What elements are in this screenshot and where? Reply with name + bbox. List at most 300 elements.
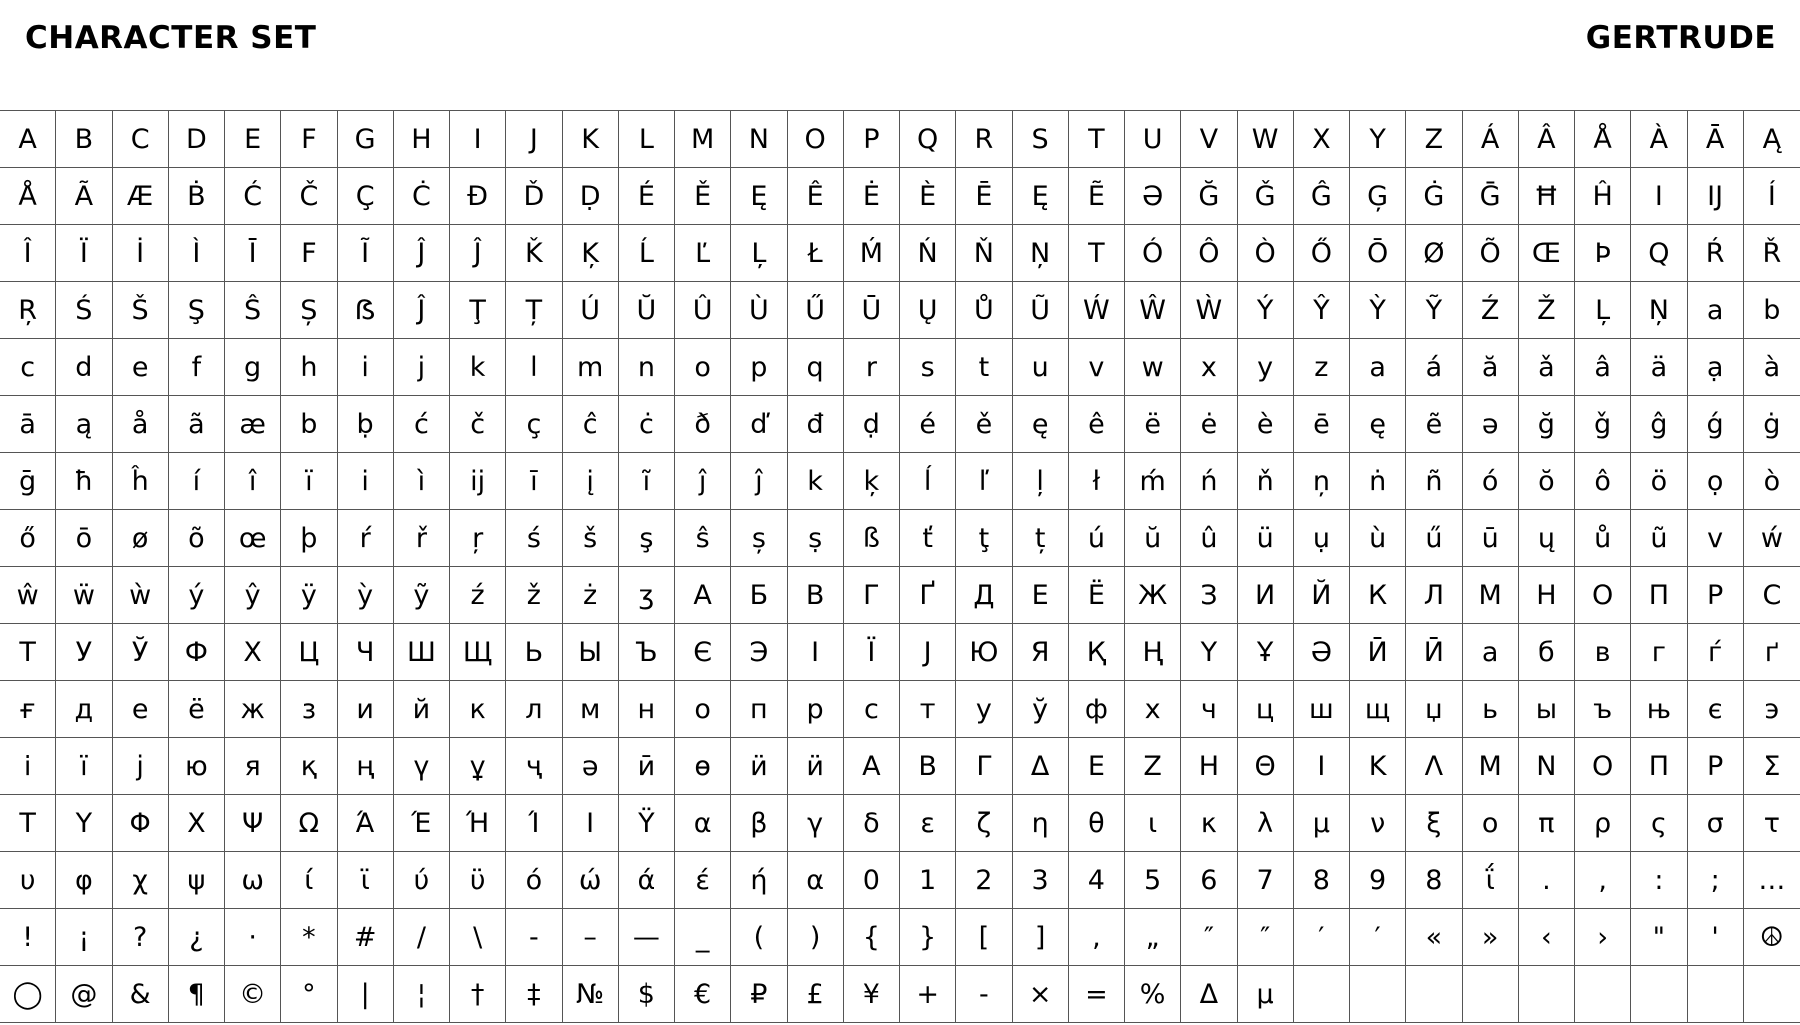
glyph-cell: × <box>1013 966 1069 1023</box>
glyph-cell: T <box>1069 225 1125 282</box>
glyph-cell: ң <box>338 738 394 795</box>
glyph-cell: ° <box>281 966 337 1023</box>
glyph-cell: ű <box>1406 510 1462 567</box>
glyph-cell: р <box>788 681 844 738</box>
glyph-cell: … <box>1744 852 1800 909</box>
glyph-cell: а <box>1463 624 1519 681</box>
glyph-cell: φ <box>56 852 112 909</box>
glyph-cell: F <box>281 225 337 282</box>
glyph-cell <box>1463 966 1519 1023</box>
glyph-cell: s <box>900 339 956 396</box>
glyph-cell: ц <box>1238 681 1294 738</box>
glyph-cell: c <box>0 339 56 396</box>
glyph-cell: I <box>1631 168 1687 225</box>
glyph-cell: ẃ <box>1744 510 1800 567</box>
glyph-cell: R <box>956 111 1012 168</box>
glyph-cell: Т <box>0 624 56 681</box>
glyph-cell: K <box>563 111 619 168</box>
glyph-cell <box>1294 966 1350 1023</box>
glyph-cell: ĝ <box>1631 396 1687 453</box>
glyph-cell: ỹ <box>394 567 450 624</box>
glyph-cell: ĉ <box>563 396 619 453</box>
glyph-cell: ć <box>394 396 450 453</box>
glyph-cell: r <box>844 339 900 396</box>
glyph-cell: μ <box>1294 795 1350 852</box>
glyph-cell: 1 <box>900 852 956 909</box>
glyph-cell: „ <box>1125 909 1181 966</box>
glyph-cell: Ί <box>506 795 562 852</box>
glyph-cell: . <box>1519 852 1575 909</box>
glyph-cell: I <box>450 111 506 168</box>
glyph-cell: Å <box>1575 111 1631 168</box>
glyph-cell: : <box>1631 852 1687 909</box>
glyph-cell: ъ <box>1575 681 1631 738</box>
glyph-cell: ę <box>1350 396 1406 453</box>
glyph-cell: Ķ <box>563 225 619 282</box>
glyph-cell: ẞ <box>338 282 394 339</box>
glyph-cell: ŕ <box>338 510 394 567</box>
glyph-cell: ų <box>1519 510 1575 567</box>
glyph-cell: ō <box>56 510 112 567</box>
glyph-cell: – <box>563 909 619 966</box>
glyph-cell: S <box>1013 111 1069 168</box>
glyph-cell: Ӣ <box>1350 624 1406 681</box>
glyph-cell: Á <box>1463 111 1519 168</box>
glyph-cell: γ <box>788 795 844 852</box>
glyph-cell: ж <box>225 681 281 738</box>
glyph-cell: í <box>169 453 225 510</box>
glyph-cell: ø <box>113 510 169 567</box>
glyph-cell: ν <box>1350 795 1406 852</box>
glyph-cell: Г <box>844 567 900 624</box>
glyph-cell: Φ <box>113 795 169 852</box>
glyph-cell: 3 <box>1013 852 1069 909</box>
glyph-cell: Q <box>1631 225 1687 282</box>
glyph-cell: Ẃ <box>1069 282 1125 339</box>
glyph-cell: Ź <box>1463 282 1519 339</box>
glyph-cell: І <box>788 624 844 681</box>
glyph-cell: δ <box>844 795 900 852</box>
glyph-cell: ť <box>900 510 956 567</box>
glyph-cell: É <box>619 168 675 225</box>
glyph-cell: ұ <box>450 738 506 795</box>
glyph-grid <box>0 110 1800 1025</box>
glyph-cell: ¶ <box>169 966 225 1023</box>
glyph-cell: X <box>1294 111 1350 168</box>
glyph-cell: P <box>844 111 900 168</box>
glyph-cell: Œ <box>1519 225 1575 282</box>
glyph-cell: ə <box>1463 396 1519 453</box>
glyph-cell: Ĵ <box>394 225 450 282</box>
glyph-cell: Ǩ <box>506 225 562 282</box>
glyph-cell: ŷ <box>225 567 281 624</box>
glyph-cell: _ <box>675 909 731 966</box>
glyph-cell: · <box>225 909 281 966</box>
glyph-cell: ů <box>1575 510 1631 567</box>
glyph-cell: f <box>169 339 225 396</box>
glyph-cell: τ <box>1744 795 1800 852</box>
glyph-cell: ħ <box>56 453 112 510</box>
glyph-cell: ă <box>1463 339 1519 396</box>
glyph-cell: Ņ <box>1013 225 1069 282</box>
glyph-cell: Ḿ <box>844 225 900 282</box>
glyph-cell: Я <box>1013 624 1069 681</box>
glyph-cell: ) <box>788 909 844 966</box>
glyph-cell: Ỹ <box>1406 282 1462 339</box>
glyph-cell: х <box>1125 681 1181 738</box>
glyph-cell: $ <box>619 966 675 1023</box>
glyph-cell: Ş <box>169 282 225 339</box>
glyph-cell: Ĩ <box>338 225 394 282</box>
glyph-cell: ọ <box>1688 453 1744 510</box>
glyph-cell: ą <box>56 396 112 453</box>
glyph-cell: L <box>619 111 675 168</box>
glyph-cell: b <box>1744 282 1800 339</box>
glyph-cell: Σ <box>1744 738 1800 795</box>
glyph-cell: č <box>450 396 506 453</box>
glyph-cell: ạ <box>1688 339 1744 396</box>
glyph-cell: к <box>450 681 506 738</box>
glyph-cell: д <box>56 681 112 738</box>
glyph-cell: ė <box>1181 396 1237 453</box>
glyph-cell: ĩ <box>619 453 675 510</box>
glyph-cell: Ș <box>281 282 337 339</box>
glyph-cell: ij <box>450 453 506 510</box>
glyph-cell: ; <box>1688 852 1744 909</box>
glyph-cell: Z <box>1406 111 1462 168</box>
glyph-cell: ţ <box>956 510 1012 567</box>
glyph-cell: Ŵ <box>1125 282 1181 339</box>
glyph-cell: ґ <box>1744 624 1800 681</box>
glyph-cell: Ã <box>56 168 112 225</box>
glyph-cell: š <box>563 510 619 567</box>
glyph-cell: ψ <box>169 852 225 909</box>
glyph-cell: ! <box>0 909 56 966</box>
glyph-cell: Е <box>1013 567 1069 624</box>
glyph-cell: [ <box>956 909 1012 966</box>
glyph-cell: l <box>506 339 562 396</box>
glyph-cell: ḿ <box>1125 453 1181 510</box>
glyph-cell: H <box>394 111 450 168</box>
glyph-cell: , <box>1575 852 1631 909</box>
glyph-cell: 2 <box>956 852 1012 909</box>
glyph-cell: ш <box>1294 681 1350 738</box>
glyph-cell: k <box>788 453 844 510</box>
glyph-cell: , <box>1069 909 1125 966</box>
glyph-cell: њ <box>1631 681 1687 738</box>
glyph-cell: ā <box>0 396 56 453</box>
glyph-cell: Æ <box>113 168 169 225</box>
glyph-cell: Ǧ <box>1238 168 1294 225</box>
glyph-cell: ṣ <box>788 510 844 567</box>
glyph-cell: t <box>956 339 1012 396</box>
glyph-cell: Н <box>1519 567 1575 624</box>
glyph-cell: Ϋ <box>619 795 675 852</box>
glyph-cell: Ŷ <box>1294 282 1350 339</box>
glyph-cell: ǵ <box>1688 396 1744 453</box>
glyph-cell: ǧ <box>1575 396 1631 453</box>
glyph-cell: Ė <box>844 168 900 225</box>
glyph-cell: # <box>338 909 394 966</box>
glyph-cell: þ <box>281 510 337 567</box>
glyph-cell: ô <box>1575 453 1631 510</box>
glyph-cell: ț <box>1013 510 1069 567</box>
glyph-cell: є <box>1688 681 1744 738</box>
glyph-cell: { <box>844 909 900 966</box>
glyph-cell: л <box>506 681 562 738</box>
glyph-cell: ς <box>1631 795 1687 852</box>
glyph-cell: ? <box>113 909 169 966</box>
glyph-cell: æ <box>225 396 281 453</box>
glyph-cell: ξ <box>1406 795 1462 852</box>
glyph-cell: Ι <box>563 795 619 852</box>
glyph-cell: ë <box>1125 396 1181 453</box>
glyph-cell: W <box>1238 111 1294 168</box>
glyph-cell: Б <box>731 567 787 624</box>
glyph-cell: й <box>394 681 450 738</box>
glyph-cell: ľ <box>956 453 1012 510</box>
glyph-cell: Έ <box>394 795 450 852</box>
glyph-cell: Î <box>0 225 56 282</box>
glyph-cell: ά <box>619 852 675 909</box>
glyph-cell: D <box>169 111 225 168</box>
glyph-cell: î <box>225 453 281 510</box>
glyph-cell: ' <box>1688 909 1744 966</box>
glyph-cell: â <box>1575 339 1631 396</box>
glyph-cell: Ę <box>1013 168 1069 225</box>
glyph-cell: Ё <box>1069 567 1125 624</box>
glyph-cell: Є <box>675 624 731 681</box>
glyph-cell: O <box>788 111 844 168</box>
glyph-cell: ύ <box>394 852 450 909</box>
glyph-cell: Ь <box>506 624 562 681</box>
glyph-cell <box>1688 966 1744 1023</box>
glyph-cell: » <box>1463 909 1519 966</box>
glyph-cell: п <box>731 681 787 738</box>
glyph-cell: ń <box>1181 453 1237 510</box>
glyph-cell: ż <box>563 567 619 624</box>
glyph-cell: ẁ <box>113 567 169 624</box>
glyph-cell: Ē <box>956 168 1012 225</box>
glyph-cell: 9 <box>1350 852 1406 909</box>
glyph-cell: J <box>506 111 562 168</box>
glyph-cell: Ґ <box>900 567 956 624</box>
glyph-cell: Ġ <box>1406 168 1462 225</box>
glyph-cell: ŏ <box>1519 453 1575 510</box>
glyph-cell: Â <box>1519 111 1575 168</box>
glyph-cell: ǎ <box>1519 339 1575 396</box>
glyph-cell: ş <box>619 510 675 567</box>
glyph-cell: Ő <box>1294 225 1350 282</box>
glyph-cell: Ω <box>281 795 337 852</box>
glyph-cell: κ <box>1181 795 1237 852</box>
glyph-cell: З <box>1181 567 1237 624</box>
glyph-cell: Ў <box>113 624 169 681</box>
glyph-cell: ú <box>1069 510 1125 567</box>
glyph-cell: Å <box>0 168 56 225</box>
glyph-cell: Ν <box>1519 738 1575 795</box>
glyph-cell: Κ <box>1350 738 1406 795</box>
glyph-cell: ё <box>169 681 225 738</box>
glyph-cell: Ą <box>1744 111 1800 168</box>
glyph-cell: 7 <box>1238 852 1294 909</box>
glyph-cell: q <box>788 339 844 396</box>
glyph-cell: ÿ <box>281 567 337 624</box>
glyph-cell: у <box>956 681 1012 738</box>
glyph-cell: М <box>1463 567 1519 624</box>
glyph-cell: ώ <box>563 852 619 909</box>
glyph-cell: Ū <box>844 282 900 339</box>
glyph-cell: ê <box>1069 396 1125 453</box>
glyph-cell: E <box>225 111 281 168</box>
glyph-cell: j <box>394 339 450 396</box>
glyph-cell: a <box>1688 282 1744 339</box>
glyph-cell: Ḡ <box>1463 168 1519 225</box>
glyph-cell: ¡ <box>56 909 112 966</box>
glyph-cell: з <box>281 681 337 738</box>
glyph-cell: ι <box>1125 795 1181 852</box>
glyph-cell: ε <box>900 795 956 852</box>
glyph-cell: ό <box>506 852 562 909</box>
glyph-cell: ŗ <box>450 510 506 567</box>
glyph-cell: Ḍ <box>563 168 619 225</box>
glyph-cell: 6 <box>1181 852 1237 909</box>
glyph-cell: ì <box>394 453 450 510</box>
glyph-cell: Š <box>113 282 169 339</box>
glyph-cell: Ĺ <box>619 225 675 282</box>
glyph-cell: œ <box>225 510 281 567</box>
glyph-cell: Ŕ <box>1688 225 1744 282</box>
glyph-cell: Й <box>1294 567 1350 624</box>
glyph-cell: Δ <box>1181 966 1237 1023</box>
glyph-cell: ϊ <box>338 852 394 909</box>
glyph-cell: Ů <box>956 282 1012 339</box>
glyph-cell: Β <box>900 738 956 795</box>
glyph-cell: 8 <box>1406 852 1462 909</box>
glyph-cell: ī <box>506 453 562 510</box>
glyph-cell: Ç <box>338 168 394 225</box>
glyph-cell: Ң <box>1125 624 1181 681</box>
glyph-cell: ṅ <box>1350 453 1406 510</box>
glyph-cell: Ģ <box>1350 168 1406 225</box>
glyph-cell: v <box>1688 510 1744 567</box>
glyph-cell: Ę <box>731 168 787 225</box>
glyph-cell: ω <box>225 852 281 909</box>
glyph-cell: ĥ <box>113 453 169 510</box>
glyph-cell: ḅ <box>338 396 394 453</box>
glyph-cell: y <box>1238 339 1294 396</box>
glyph-cell: Ê <box>788 168 844 225</box>
glyph-cell <box>1575 966 1631 1023</box>
glyph-cell: т <box>900 681 956 738</box>
glyph-cell: è <box>1238 396 1294 453</box>
glyph-cell: λ <box>1238 795 1294 852</box>
glyph-cell: ź <box>450 567 506 624</box>
glyph-cell: › <box>1575 909 1631 966</box>
glyph-cell: Ě <box>675 168 731 225</box>
glyph-cell: ņ <box>1294 453 1350 510</box>
glyph-cell: Ĝ <box>1294 168 1350 225</box>
glyph-cell: ļ <box>1013 453 1069 510</box>
glyph-cell: ο <box>1463 795 1519 852</box>
glyph-cell: β <box>731 795 787 852</box>
glyph-cell: Ś <box>56 282 112 339</box>
glyph-cell: Υ <box>56 795 112 852</box>
glyph-cell: Ț <box>506 282 562 339</box>
glyph-cell: ю <box>169 738 225 795</box>
glyph-cell: ũ <box>1631 510 1687 567</box>
glyph-cell: / <box>394 909 450 966</box>
glyph-cell: Þ <box>1575 225 1631 282</box>
page-header <box>0 0 1800 110</box>
glyph-cell: Õ <box>1463 225 1519 282</box>
glyph-cell: ζ <box>956 795 1012 852</box>
glyph-cell: Ø <box>1406 225 1462 282</box>
glyph-cell: Χ <box>169 795 225 852</box>
glyph-cell: Ə <box>1125 168 1181 225</box>
glyph-cell: ₽ <box>731 966 787 1023</box>
glyph-cell: ò <box>1744 453 1800 510</box>
glyph-cell: С <box>1744 567 1800 624</box>
glyph-cell: Ο <box>1575 738 1631 795</box>
glyph-cell: « <box>1406 909 1462 966</box>
glyph-cell: ċ <box>619 396 675 453</box>
glyph-cell: Д <box>956 567 1012 624</box>
glyph-cell: G <box>338 111 394 168</box>
glyph-cell: ӣ <box>619 738 675 795</box>
glyph-cell: ù <box>1350 510 1406 567</box>
glyph-cell: ϋ <box>450 852 506 909</box>
glyph-cell: Ľ <box>675 225 731 282</box>
glyph-cell: ї <box>56 738 112 795</box>
glyph-cell: Ј <box>900 624 956 681</box>
glyph-cell: џ <box>1406 681 1462 738</box>
glyph-cell: Л <box>1406 567 1462 624</box>
glyph-cell: u <box>1013 339 1069 396</box>
glyph-cell: ◯ <box>0 966 56 1023</box>
glyph-cell: Ĵ <box>450 225 506 282</box>
glyph-cell: П <box>1631 567 1687 624</box>
glyph-cell: B <box>56 111 112 168</box>
glyph-cell: ғ <box>0 681 56 738</box>
glyph-cell: Ỳ <box>1350 282 1406 339</box>
glyph-cell: щ <box>1350 681 1406 738</box>
glyph-cell: ẽ <box>1406 396 1462 453</box>
glyph-cell: қ <box>281 738 337 795</box>
glyph-cell: á <box>1406 339 1462 396</box>
glyph-cell: T <box>1069 111 1125 168</box>
glyph-cell: U <box>1125 111 1181 168</box>
glyph-cell: Ì <box>169 225 225 282</box>
glyph-cell: e <box>113 339 169 396</box>
glyph-cell: ή <box>731 852 787 909</box>
glyph-cell: Ţ <box>450 282 506 339</box>
glyph-cell: Ή <box>450 795 506 852</box>
glyph-cell: ʒ <box>619 567 675 624</box>
glyph-cell: Q <box>900 111 956 168</box>
glyph-cell: p <box>731 339 787 396</box>
glyph-cell: Đ <box>450 168 506 225</box>
glyph-cell: О <box>1575 567 1631 624</box>
glyph-cell: ç <box>506 396 562 453</box>
glyph-cell: ü <box>1238 510 1294 567</box>
glyph-cell: ĵ <box>675 453 731 510</box>
glyph-cell: ¥ <box>844 966 900 1023</box>
glyph-cell: ñ <box>1406 453 1462 510</box>
glyph-cell: ] <box>1013 909 1069 966</box>
glyph-cell: σ <box>1688 795 1744 852</box>
glyph-cell: ј <box>113 738 169 795</box>
